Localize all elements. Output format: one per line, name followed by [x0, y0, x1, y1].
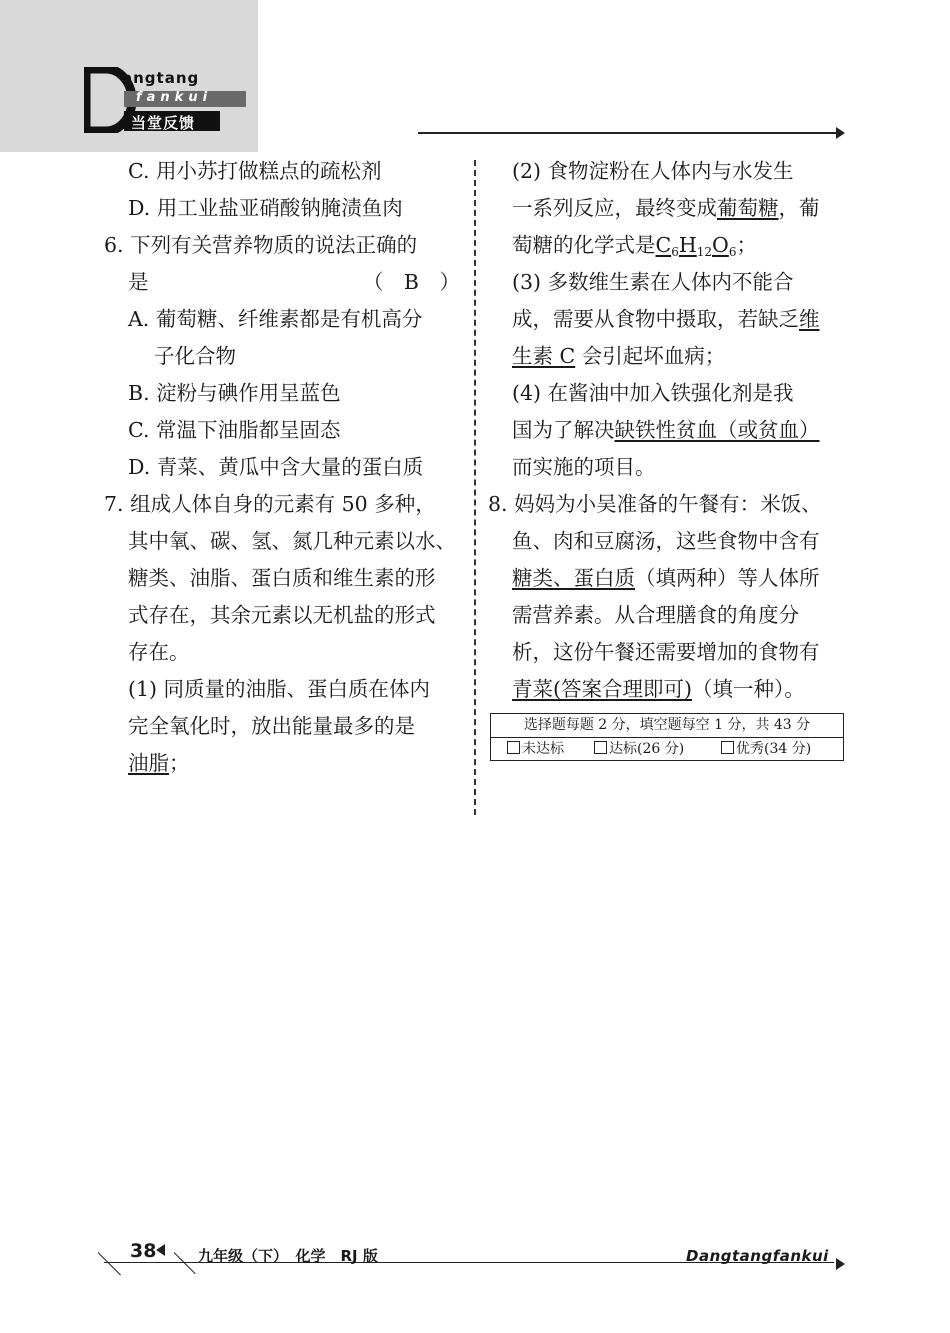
q6-option-d: D. 青菜、黄瓜中含大量的蛋白质	[128, 455, 424, 479]
score-option-label: 优秀(34 分)	[736, 741, 812, 757]
q7-part1: (1) 同质量的油脂、蛋白质在体内	[128, 677, 431, 701]
text-span: 会引起坏血病；	[575, 344, 726, 368]
q7-part3-line	[512, 343, 725, 369]
score-box-title: 选择题每题 2 分，填空题每空 1 分，共 43 分	[491, 714, 843, 738]
q7-part3: (3) 多数维生素在人体内不能合	[512, 270, 794, 294]
q8-stem: 8. 妈妈为小吴准备的午餐有：米饭、	[488, 492, 822, 516]
q7-part4-answer: 缺铁性贫血（或贫血）	[614, 418, 820, 442]
q7-part3-answer-cont: 生素 C	[512, 344, 576, 368]
footer-slash	[174, 1252, 196, 1274]
q8-stem-line: 鱼、肉和豆腐汤，这些食物中含有	[512, 529, 820, 553]
q5-option-d: D. 用工业盐亚硝酸钠腌渍鱼肉	[128, 196, 403, 220]
page-number: 38	[130, 1240, 157, 1262]
q6-stem-end	[128, 269, 460, 295]
q7-part4: (4) 在酱油中加入铁强化剂是我	[512, 381, 794, 405]
q7-stem: 7. 组成人体自身的元素有 50 多种，	[104, 492, 436, 516]
formula-h: H	[678, 233, 697, 257]
q8-answer-food: 青菜(答案合理即可)	[512, 677, 692, 701]
text-span: ，葡	[778, 196, 820, 220]
q7-stem-line: 存在。	[128, 640, 190, 664]
q6-option-a-cont: 子化合物	[154, 344, 236, 368]
checkbox-icon	[507, 741, 520, 754]
q6-stem: 6. 下列有关营养物质的说法正确的	[104, 233, 418, 257]
score-option-fail[interactable]	[507, 738, 564, 761]
brand-logo	[84, 67, 244, 133]
text-span: （填两种）等人体所	[635, 566, 820, 590]
header-arrow-icon	[836, 127, 845, 139]
formula-sub: 12	[696, 245, 712, 259]
text-span: （填一种）。	[692, 677, 805, 701]
q7-part3-answer: 维	[799, 307, 820, 331]
column-divider	[474, 160, 476, 815]
footer-brand: Dangtangfankui	[686, 1247, 829, 1265]
q7-part4-line	[512, 417, 820, 443]
footer-slash	[98, 1252, 121, 1275]
q7-part1-answer: 油脂	[128, 751, 169, 775]
score-option-pass[interactable]	[594, 738, 684, 761]
text-span: 成，需要从食物中摄取，若缺乏	[512, 307, 799, 331]
q7-part2-answer-glucose: 葡萄糖	[717, 196, 779, 220]
q8-stem-line: 需营养素。从合理膳食的角度分	[512, 603, 799, 627]
footer-arrow-icon	[836, 1258, 845, 1270]
q6-option-a: A. 葡萄糖、纤维素都是有机高分	[128, 307, 423, 331]
q8-answer-line	[512, 676, 805, 702]
logo-word-2: fankui	[136, 90, 213, 105]
header-rule	[418, 132, 838, 134]
score-box	[490, 713, 844, 761]
text-span: 一系列反应，最终变成	[512, 196, 717, 220]
punctuation: ；	[736, 233, 757, 257]
text-span: 萄糖的化学式是	[512, 233, 656, 257]
q6-answer: （ B ）	[362, 270, 460, 294]
checkbox-icon	[594, 741, 607, 754]
score-option-label: 未达标	[522, 741, 564, 757]
checkbox-icon	[721, 741, 734, 754]
q7-stem-line: 糖类、油脂、蛋白质和维生素的形	[128, 566, 436, 590]
q7-part1-answer-line	[128, 750, 190, 776]
formula-c: C	[655, 233, 672, 257]
q7-part2-answer-formula	[656, 233, 737, 257]
q7-part1-line: 完全氧化时，放出能量最多的是	[128, 714, 415, 738]
q7-part3-line	[512, 306, 820, 332]
q7-stem-line: 式存在，其余元素以无机盐的形式	[128, 603, 436, 627]
q7-part2-formula-line	[512, 232, 757, 265]
q6-option-c: C. 常温下油脂都呈固态	[128, 418, 341, 442]
q5-option-c: C. 用小苏打做糕点的疏松剂	[128, 159, 382, 183]
score-option-excellent[interactable]	[721, 738, 811, 761]
logo-word-3: 当堂反馈	[131, 114, 196, 132]
q6-option-b: B. 淀粉与碘作用呈蓝色	[128, 381, 341, 405]
q7-part2-line	[512, 195, 820, 221]
q6-stem-tail: 是	[128, 270, 149, 294]
q7-part2: (2) 食物淀粉在人体内与水发生	[512, 159, 794, 183]
q7-stem-line: 其中氧、碳、氢、氮几种元素以水、	[128, 529, 456, 553]
formula-o: O	[712, 233, 729, 257]
score-box-options	[491, 738, 843, 761]
q8-answer-nutrients: 糖类、蛋白质	[512, 566, 635, 590]
punctuation: ；	[169, 751, 190, 775]
page-triangle-icon	[156, 1244, 165, 1256]
logo-word-1: angtang	[122, 69, 200, 87]
score-option-label: 达标(26 分)	[609, 741, 685, 757]
q8-stem-line: 析，这份午餐还需要增加的食物有	[512, 640, 820, 664]
q8-answer-line	[512, 565, 820, 591]
formula-sub: 6	[671, 245, 679, 259]
q7-part4-line: 而实施的项目。	[512, 455, 656, 479]
footer-book-info: 九年级（下） 化学 RJ 版	[198, 1247, 378, 1265]
text-span: 国为了解决	[512, 418, 615, 442]
formula-sub: 6	[728, 245, 737, 259]
